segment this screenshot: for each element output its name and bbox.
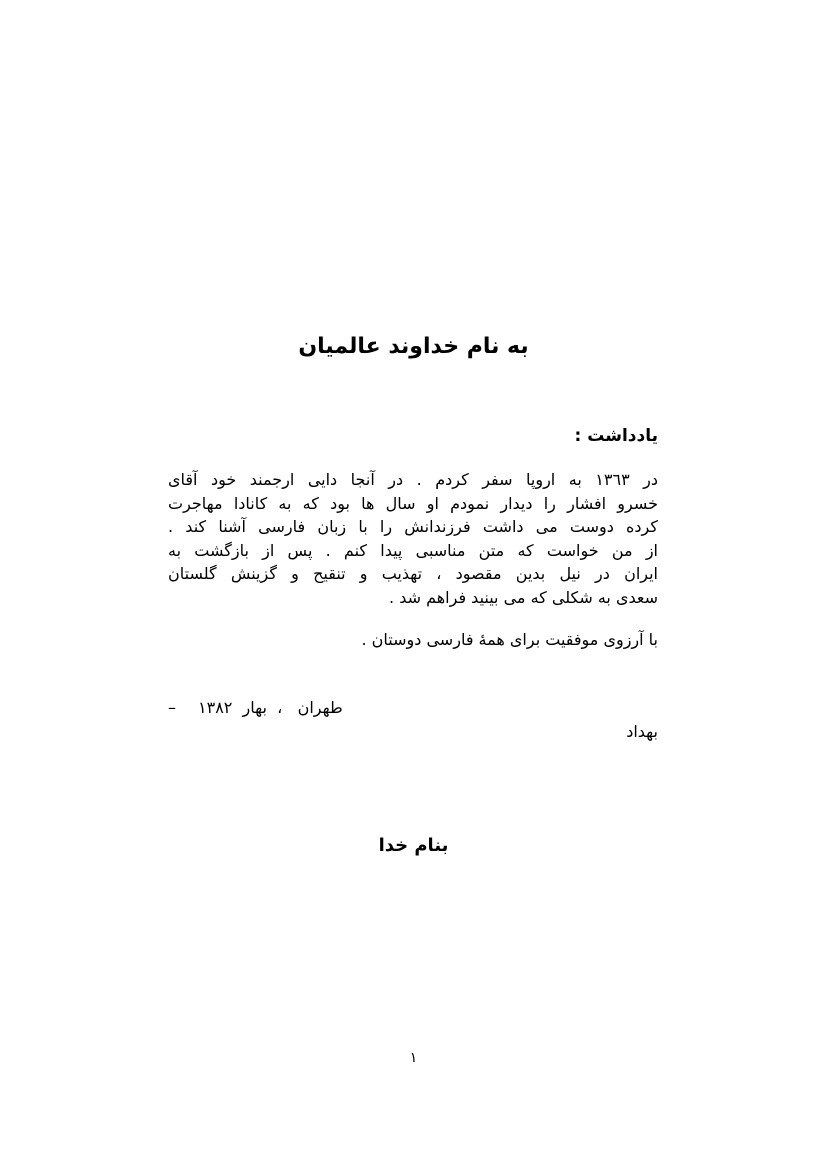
dash: –	[168, 698, 176, 717]
page-title: به نام خداوند عالمیان	[298, 334, 529, 359]
body-line: خسرو افشار را ديدار نمودم او سال ها بود که به کانادا مهاجرت	[168, 493, 658, 513]
body-line: سعدی به شکلی که می بينيد فراهم شد .	[389, 587, 658, 607]
body-line: کرده دوست می داشت فرزندانش را با زبان فارسی آشنا کند .	[168, 517, 658, 536]
page-number: ۱	[409, 1050, 418, 1066]
section-heading: بنام خدا	[378, 835, 449, 856]
body-line: ايران در نيل بدين مقصود ، تهذيب و تنقيح و گزينش گلستان	[168, 564, 658, 583]
note-heading: يادداشت :	[574, 426, 658, 446]
note-body	[168, 468, 658, 609]
signature: بهداد	[626, 722, 658, 741]
body-line: از من خواست که متن مناسبی پيدا کنم . پس از بازگشت به	[168, 540, 658, 560]
place-date: طهران ، بهار ۱۳۸۲	[198, 698, 343, 717]
closing-wish: با آرزوی موفقيت برای همۀ فارسی دوستان .	[361, 630, 658, 649]
body-line: در ۱۳٦٣ به اروپا سفر کردم . در آنجا دايی ارجمند خود آقای	[168, 470, 659, 489]
